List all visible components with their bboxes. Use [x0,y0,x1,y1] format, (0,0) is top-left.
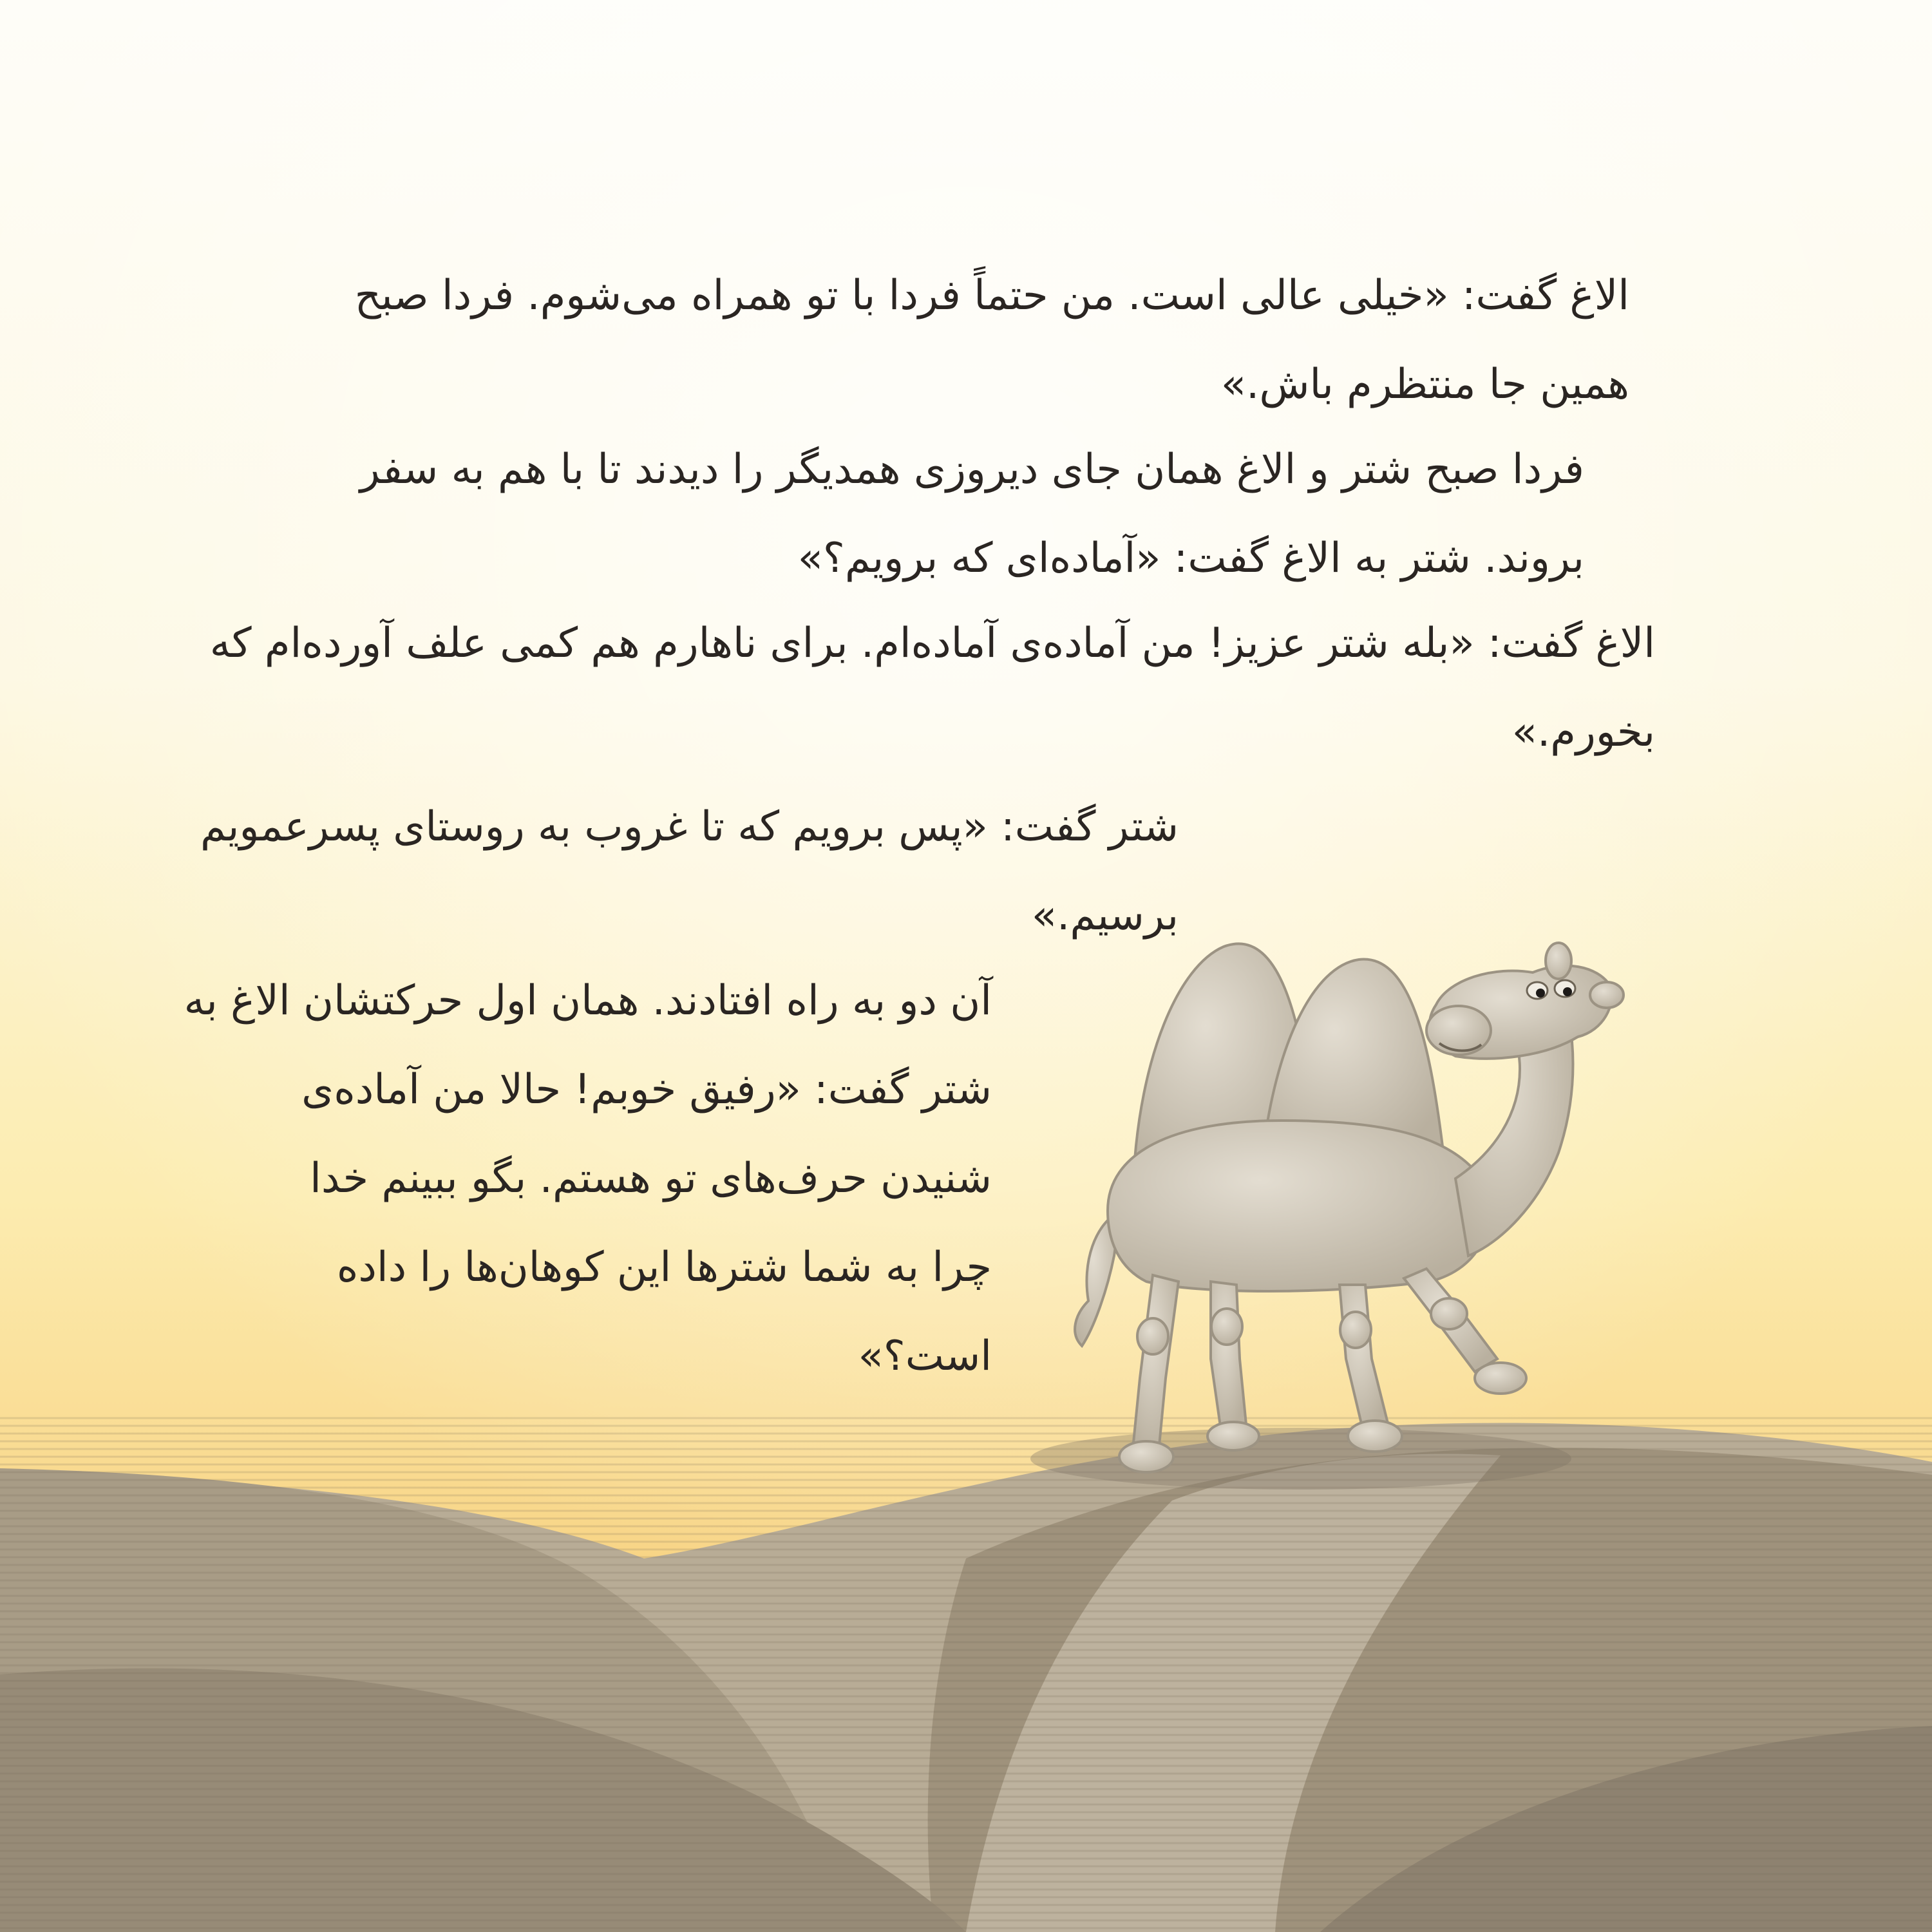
story-paragraph-1: الاغ گفت: «خیلی عالی است. من حتماً فردا با تو همراه می‌شوم. فردا صبح همین جا منتظرم باش.» [354,272,1629,408]
story-paragraph-5: آن دو به راه افتادند. همان اول حرکتشان الاغ به شتر گفت: «رفیق خوبم! حالا من آماده‌ی شنیدن حرف‌های تو هستم. بگو ببینم خدا چرا به شما شترها این کوهان‌ها را داده است؟» [184,977,992,1380]
camel-body [1108,1121,1488,1291]
camel-muzzle [1426,1006,1491,1055]
camel-pupil-right [1563,987,1572,996]
story-paragraph-3: الاغ گفت: «بله شتر عزیز! من آماده‌ی آماده‌ام. برای ناهارم هم کمی علف آورده‌ام که بخورم.» [209,620,1655,756]
desert-dunes [0,1417,1932,1932]
camel-hoof-2 [1208,1422,1259,1450]
story-paragraph-4: شتر گفت: «پس برویم که تا غروب به روستای پسرعمویم برسیم.» [200,803,1179,940]
camel-ear-left [1546,943,1571,979]
story-paragraph-2: فردا صبح شتر و الاغ همان جای دیروزی همدیگر را دیدند تا با هم به سفر بروند. شتر به الاغ گفت: «آماده‌ای که برویم؟» [359,446,1584,582]
camel-ear-right [1590,982,1624,1008]
camel-knee-4 [1431,1298,1467,1329]
camel-hoof-4 [1475,1363,1526,1394]
dune-texture [0,1417,1932,1932]
camel-hoof-3 [1348,1421,1402,1452]
camel-knee-1 [1137,1318,1168,1354]
camel-shadow [1030,1428,1571,1490]
camel-knee-3 [1340,1312,1371,1348]
camel-knee-2 [1211,1309,1242,1345]
camel-pupil-left [1536,989,1545,998]
camel-hoof-1 [1119,1441,1173,1472]
